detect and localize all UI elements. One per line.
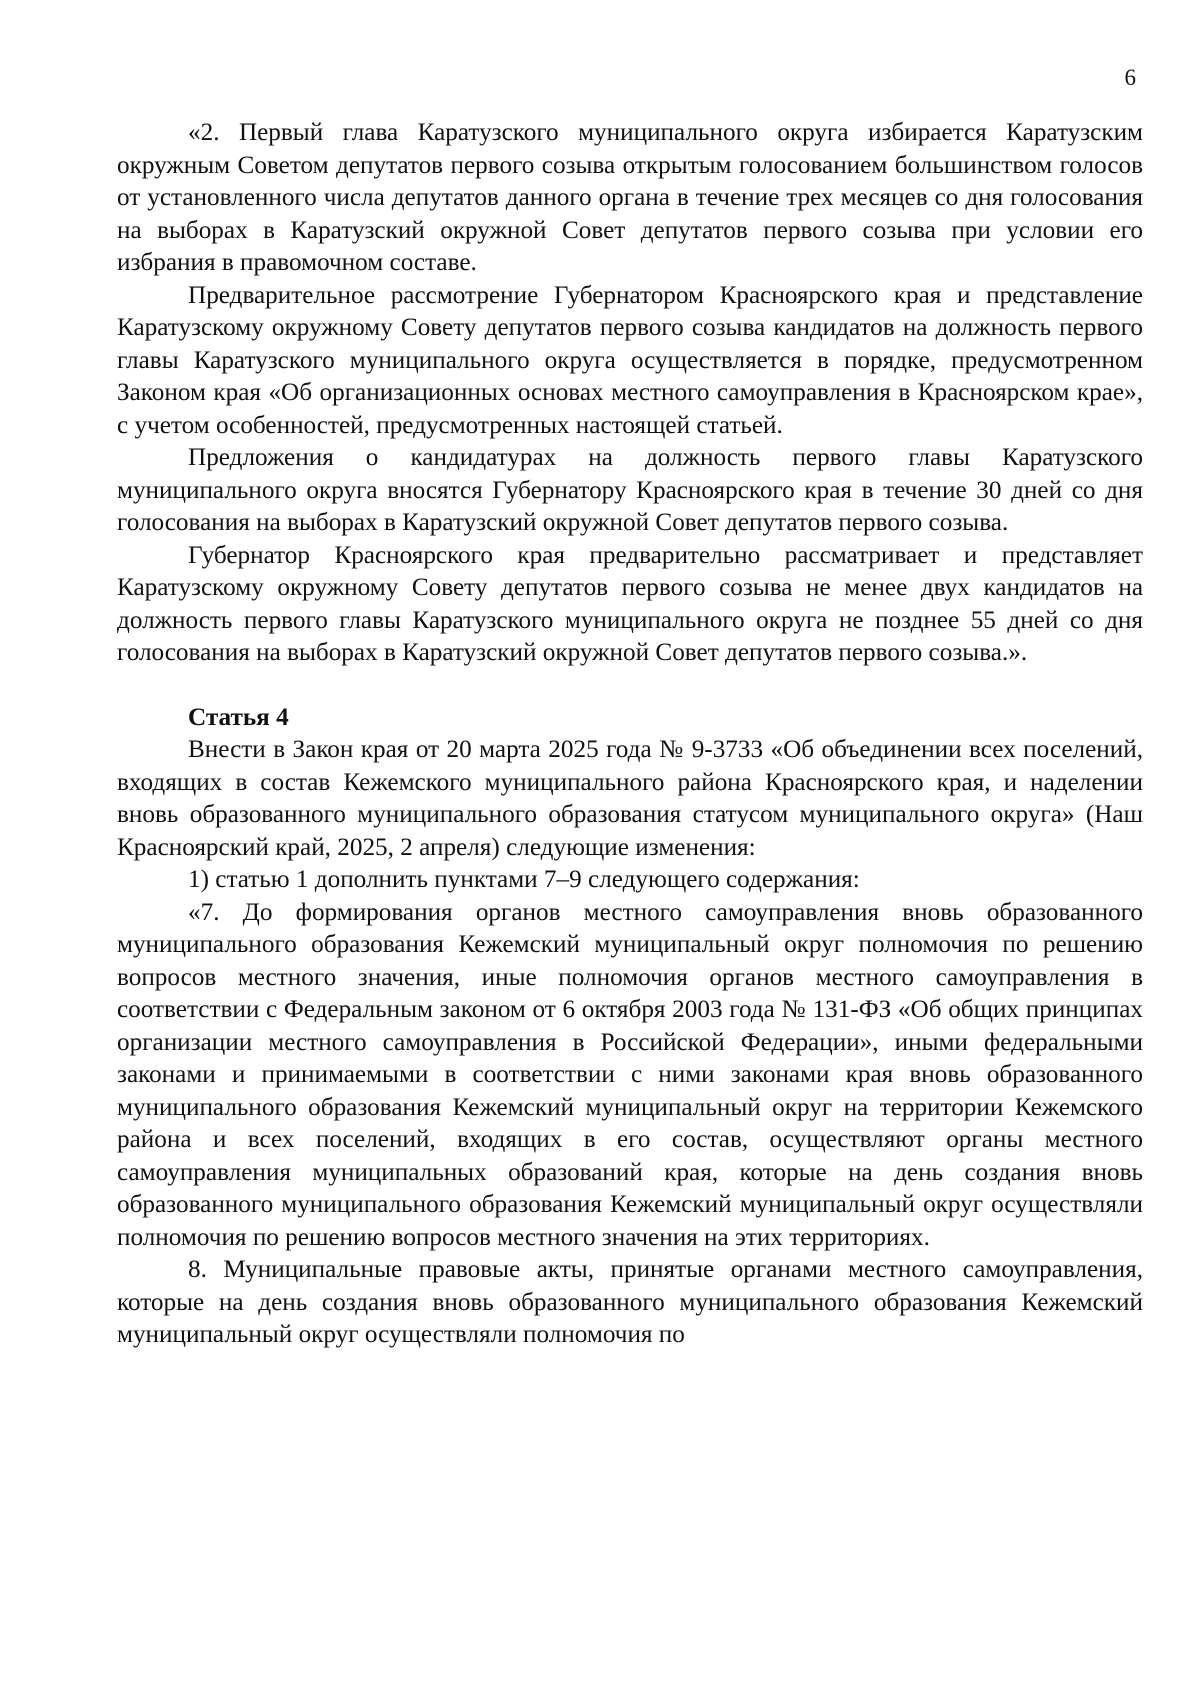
article4-paragraph-3: «7. До формирования органов местного самоуправления вновь образованного муниципального образования Кежемский муниципальный округ полномочия по решению вопросов местного значения, иные полномочия органов местного самоуправления в соответствии с Федеральным законом от 6 октября 2003 года № 131-ФЗ «Об общих принципах организации местного самоуправления в Российской Федерации», иными федеральными законами и принимаемыми в соответствии с ними законами края вновь образованного муниципального образования Кежемский муниципальный округ на территории Кежемского района и всех поселений, входящих в его состав, осуществляют органы местного самоуправления муниципальных образований края, которые на день создания вновь образованного муниципального образования Кежемский муниципальный округ осуществляли полномочия по решению вопросов местного значения на этих территориях. bbox=[117, 898, 1143, 1251]
article3-paragraph-3: Предложения о кандидатурах на должность первого главы Каратузского муниципального округа вносятся Губернатору Красноярского края в течение 30 дней со дня голосования на выборах в Каратузский окружной Совет депутатов первого созыва. bbox=[117, 444, 1143, 536]
article4-paragraph-1: Внести в Закон края от 20 марта 2025 года № 9-3733 «Об объединении всех поселений, входящих в состав Кежемского муниципального района Красноярского края, и наделении вновь образованного муниципального образования статусом муниципального округа» (Наш Красноярский край, 2025, 2 апреля) следующие изменения: bbox=[117, 736, 1143, 861]
article3-paragraph-2: Предварительное рассмотрение Губернатором Красноярского края и представление Каратузскому окружному Совету депутатов первого созыва кандидатов на должность первого главы Каратузского муниципального округа осуществляется в порядке, предусмотренном Законом края «Об организационных основах местного самоуправления в Красноярском крае», с учетом особенностей, предусмотренных настоящей статьей. bbox=[117, 281, 1143, 439]
article4-heading: Статья 4 bbox=[188, 703, 289, 731]
article4-paragraph-2: 1) статью 1 дополнить пунктами 7–9 следующего содержания: bbox=[188, 866, 860, 893]
article4-paragraph-4: 8. Муниципальные правовые акты, принятые органами местного самоуправления, которые на день создания вновь образованного муниципального образования Кежемский муниципальный округ осуществляли полномочия по bbox=[117, 1256, 1143, 1348]
page-number: 6 bbox=[1124, 65, 1136, 90]
article3-paragraph-4: Губернатор Красноярского края предварительно рассматривает и представляет Каратузскому окружному Совету депутатов первого созыва не менее двух кандидатов на должность первого главы Каратузского муниципального округа не позднее 55 дней со дня голосования на выборах в Каратузский окружной Совет депутатов первого созыва.». bbox=[117, 541, 1143, 666]
article3-paragraph-1: «2. Первый глава Каратузского муниципального округа избирается Каратузским окружным Советом депутатов первого созыва открытым голосованием большинством голосов от установленного числа депутатов данного органа в течение трех месяцев со дня голосования на выборах в Каратузский окружной Совет депутатов первого созыва при условии его избрания в правомочном составе. bbox=[117, 119, 1143, 276]
document-body bbox=[117, 117, 1143, 1352]
